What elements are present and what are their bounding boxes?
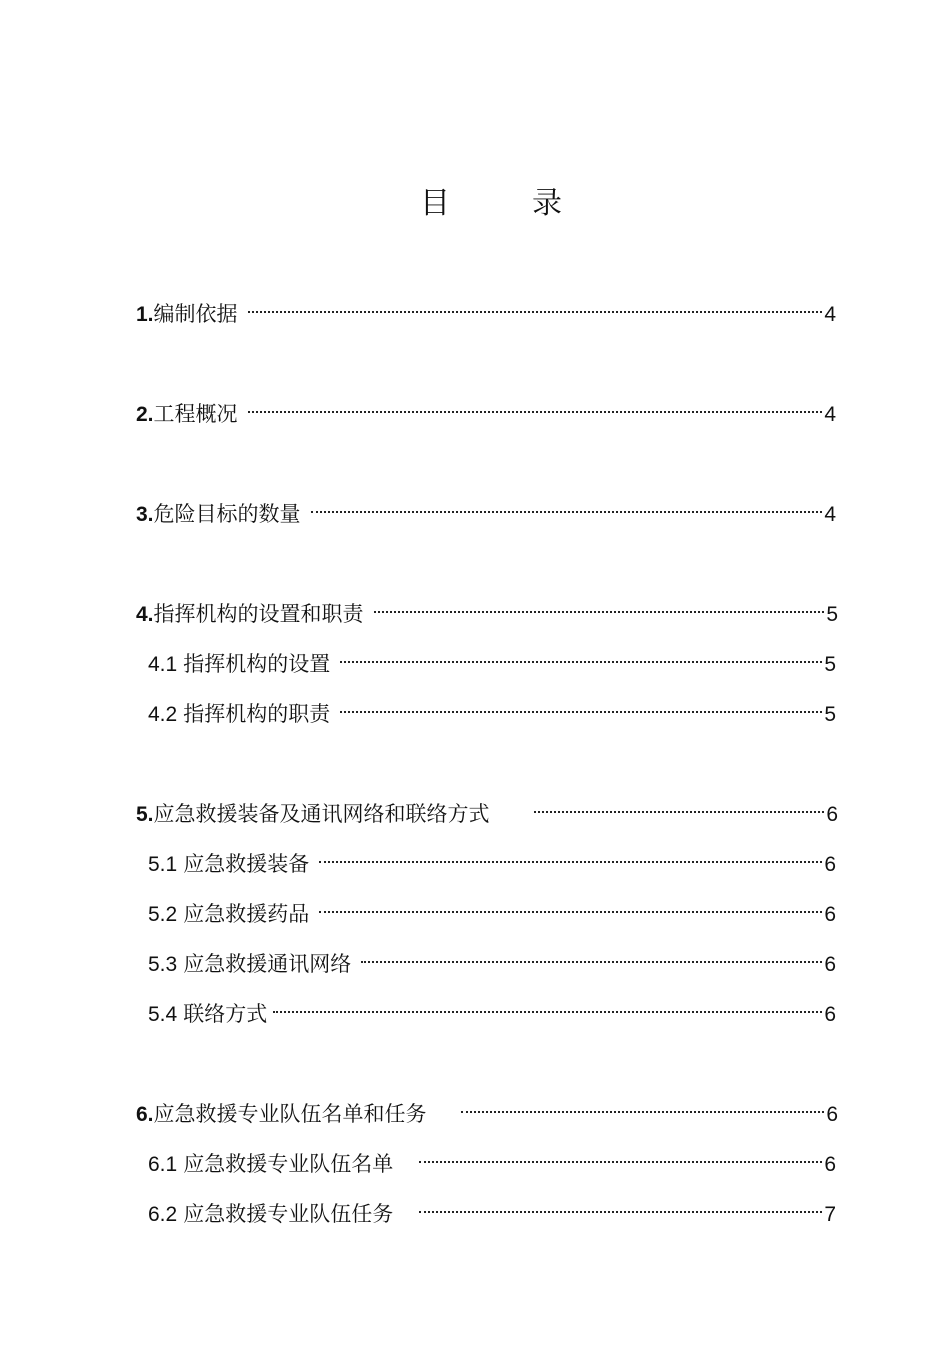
toc-entry-label: 应急救援专业队伍名单 — [183, 1152, 394, 1176]
toc-entry-1[interactable] — [136, 291, 836, 326]
toc-entry-label: 应急救援装备 — [183, 852, 310, 876]
toc-entry-page: 4 — [824, 503, 836, 526]
toc-entry-number: 5. — [136, 803, 154, 826]
toc-entry-5-3[interactable] — [148, 941, 836, 976]
toc-entry-label: 应急救援专业队伍名单和任务 — [153, 1102, 427, 1126]
toc-entry-6[interactable] — [136, 1091, 838, 1126]
toc-dot-leader — [248, 391, 823, 421]
toc-dot-leader — [248, 291, 823, 321]
toc-entry-number: 1. — [136, 303, 154, 326]
toc-entry-page: 5 — [824, 653, 836, 676]
toc-entry-label: 编制依据 — [153, 302, 238, 326]
toc-entry-number: 6.1 — [148, 1153, 178, 1176]
toc-entry-page: 5 — [824, 703, 836, 726]
toc-dot-leader — [340, 691, 822, 721]
title-char-2: 录 — [532, 186, 562, 221]
toc-entry-5[interactable] — [136, 791, 838, 826]
toc-entry-page: 4 — [824, 303, 836, 326]
toc-entry-4-1[interactable] — [148, 641, 836, 676]
toc-entry-number: 5.4 — [148, 1003, 178, 1026]
toc-entry-6-1[interactable] — [148, 1141, 836, 1176]
title-char-1: 目 — [420, 186, 450, 221]
toc-dot-leader — [374, 591, 825, 621]
toc-dot-leader — [340, 641, 822, 671]
toc-entry-page: 5 — [826, 603, 838, 626]
toc-dot-leader — [361, 941, 822, 971]
toc-entry-label: 工程概况 — [153, 402, 238, 426]
toc-entry-page: 6 — [826, 803, 838, 826]
toc-entry-page: 7 — [824, 1203, 836, 1226]
toc-entry-number: 4.1 — [148, 653, 178, 676]
toc-entry-label: 应急救援通讯网络 — [183, 952, 352, 976]
toc-entry-page: 6 — [824, 853, 836, 876]
toc-entry-number: 4.2 — [148, 703, 178, 726]
toc-entry-5-2[interactable] — [148, 891, 836, 926]
toc-entry-number: 3. — [136, 503, 154, 526]
toc-entry-4-2[interactable] — [148, 691, 836, 726]
toc-entry-2[interactable] — [136, 391, 836, 426]
toc-dot-leader — [311, 491, 823, 521]
toc-entry-number: 6.2 — [148, 1203, 178, 1226]
toc-entry-number: 5.1 — [148, 853, 178, 876]
toc-entry-5-1[interactable] — [148, 841, 836, 876]
toc-entry-label: 指挥机构的设置和职责 — [153, 602, 364, 626]
toc-dot-leader — [319, 891, 822, 921]
toc-dot-leader — [419, 1191, 822, 1221]
toc-dot-leader — [419, 1141, 822, 1171]
toc-dot-leader — [461, 1091, 825, 1121]
toc-entry-page: 6 — [824, 1003, 836, 1026]
toc-entry-label: 应急救援装备及通讯网络和联络方式 — [153, 802, 490, 826]
toc-entry-5-4[interactable] — [148, 991, 836, 1026]
toc-entry-6-2[interactable] — [148, 1191, 836, 1226]
toc-entry-number: 5.3 — [148, 953, 178, 976]
toc-entry-page: 6 — [824, 903, 836, 926]
toc-entry-label: 应急救援专业队伍任务 — [183, 1202, 394, 1226]
toc-entry-number: 2. — [136, 403, 154, 426]
toc-dot-leader — [319, 841, 822, 871]
toc-dot-leader — [534, 791, 825, 821]
toc-entry-4[interactable] — [136, 591, 838, 626]
toc-entry-label: 联络方式 — [183, 1002, 268, 1026]
toc-entry-number: 6. — [136, 1103, 154, 1126]
toc-entry-label: 危险目标的数量 — [153, 502, 301, 526]
toc-entry-number: 4. — [136, 603, 154, 626]
page-title — [0, 184, 950, 224]
toc-entry-page: 6 — [824, 953, 836, 976]
toc-entry-label: 指挥机构的设置 — [183, 652, 331, 676]
toc-entry-label: 指挥机构的职责 — [183, 702, 331, 726]
toc-entry-number: 5.2 — [148, 903, 178, 926]
toc-dot-leader — [273, 991, 822, 1021]
toc-entry-label: 应急救援药品 — [183, 902, 310, 926]
toc-entry-3[interactable] — [136, 491, 836, 526]
toc-entry-page: 6 — [826, 1103, 838, 1126]
toc-entry-page: 6 — [824, 1153, 836, 1176]
toc-entry-page: 4 — [824, 403, 836, 426]
